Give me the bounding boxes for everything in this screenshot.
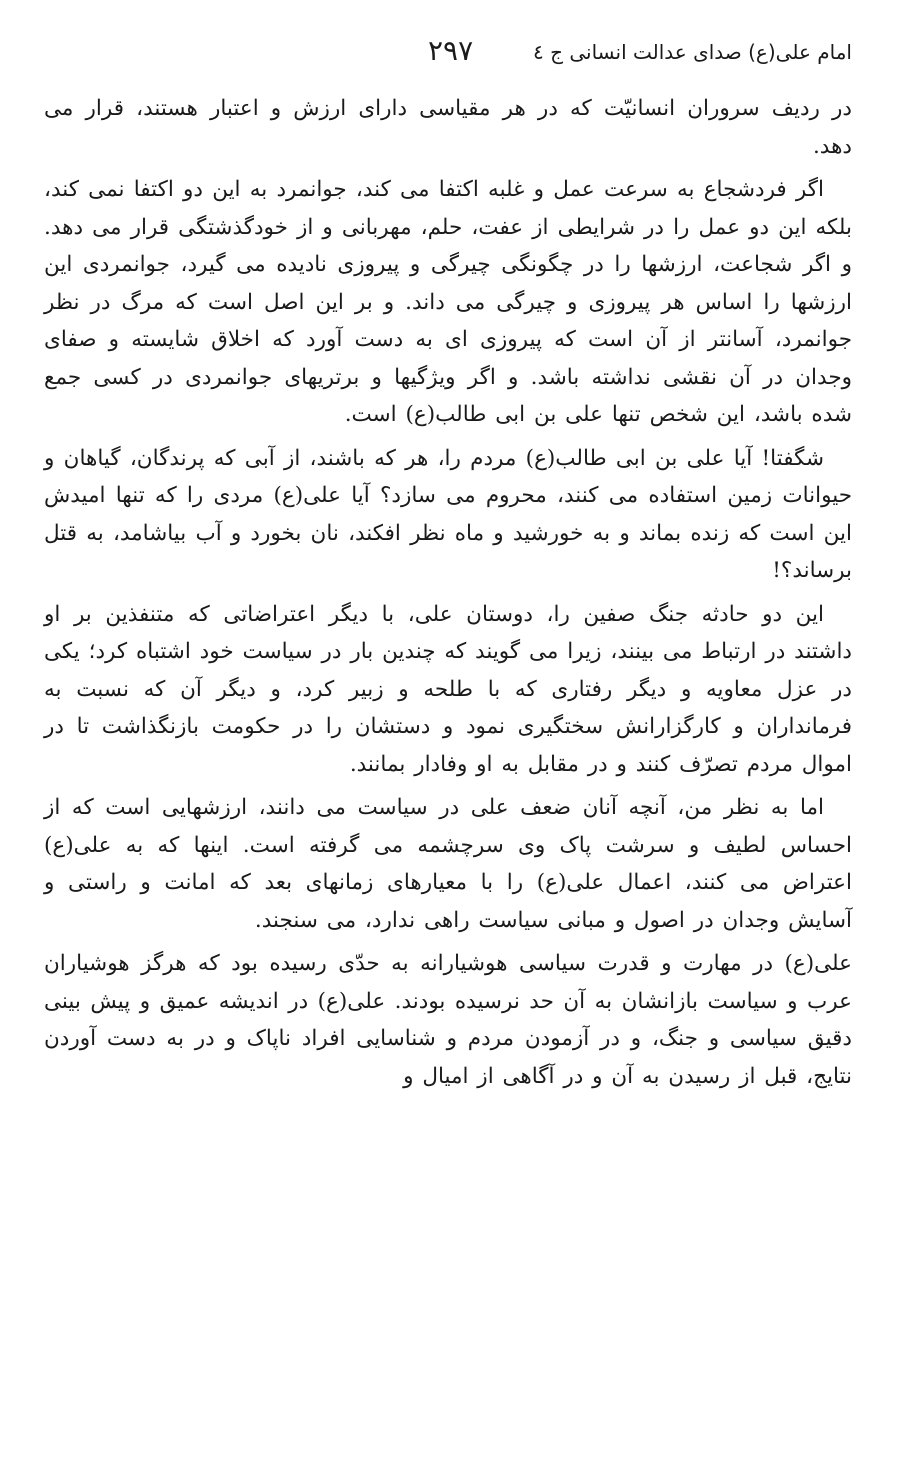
- paragraph: شگفتا! آیا علی بن ابی طالب(ع) مردم را، هر که باشند، از آبی که پرندگان، گیاهان و حیوانات زمین استفاده می کنند، محروم می سازد؟ آیا علی(ع) مردی را که تنها امیدش این است که زنده بماند و به خورشید و ماه نظر افکند، نان بخورد و آب بیاشامد، به قتل برساند؟!: [44, 445, 852, 583]
- running-title: امام علی(ع) صدای عدالت انسانی ج ٤: [532, 40, 852, 64]
- paragraph: در ردیف سروران انسانیّت که در هر مقیاسی دارای ارزش و اعتبار هستند، قرار می دهد.: [44, 96, 852, 159]
- paragraph: اما به نظر من، آنچه آنان ضعف علی در سیاست می دانند، ارزشهایی است که از احساس لطیف و سرشت پاک وی سرچشمه می گرفته است. اینها که به علی(ع) اعتراض می کنند، اعمال علی(ع) را با معیارهای زمانهای بعد که امانت و راستی و آسایش وجدان در اصول و مبانی سیاست راهی ندارد، می سنجند.: [44, 795, 852, 933]
- body-text: [44, 90, 852, 1101]
- paragraph: این دو حادثه جنگ صفین را، دوستان علی، با دیگر اعتراضاتی که متنفذین بر او داشتند در ارتباط می بینند، زیرا می گویند که چندین بار در سیاست خود اشتباه کرد؛ یکی در عزل معاویه و دیگر رفتاری که با طلحه و زبیر کرد، و دیگر آن که نسبت به فرمانداران و کارگزارانش سختگیری نمود و دستشان را در حکومت بازنگذاشت تا در اموال مردم تصرّف کنند و در مقابل به او وفادار بمانند.: [44, 601, 852, 777]
- page-header: [60, 34, 852, 74]
- paragraph: اگر فردشجاع به سرعت عمل و غلبه اکتفا می کند، جوانمرد به این دو اکتفا نمی کند، بلکه این دو عمل را در شرایطی از عفت، حلم، مهربانی و از خودگذشتگی قرار می دهد. و اگر شجاعت، ارزشها را در چگونگی چیرگی و پیروزی نادیده می گیرد، جوانمردی این ارزشها را اساس هر پیروزی و چیرگی می داند. و بر این اصل است که مرگ در نظر جوانمرد، آسانتر از آن است که پیروزی ای به دست آورد که اخلاق شایسته و صفای وجدان در آن نقشی نداشته باشد. و اگر ویژگیها و برتریهای جوانمردی در کسی جمع شده باشد، این شخص تنها علی بن ابی طالب(ع) است.: [44, 177, 852, 427]
- paragraph: علی(ع) در مهارت و قدرت سیاسی هوشیارانه به حدّی رسیده بود که هرگز هوشیاران عرب و سیاست بازانشان به آن حد نرسیده بودند. علی(ع) در اندیشه عمیق و پیش بینی دقیق سیاسی و جنگ، و در آزمودن مردم و شناسایی افراد ناپاک و در به دست آوردن نتایج، قبل از رسیدن به آن و در آگاهی از امیال و: [44, 951, 852, 1089]
- page-number: ٢٩٧: [428, 34, 474, 67]
